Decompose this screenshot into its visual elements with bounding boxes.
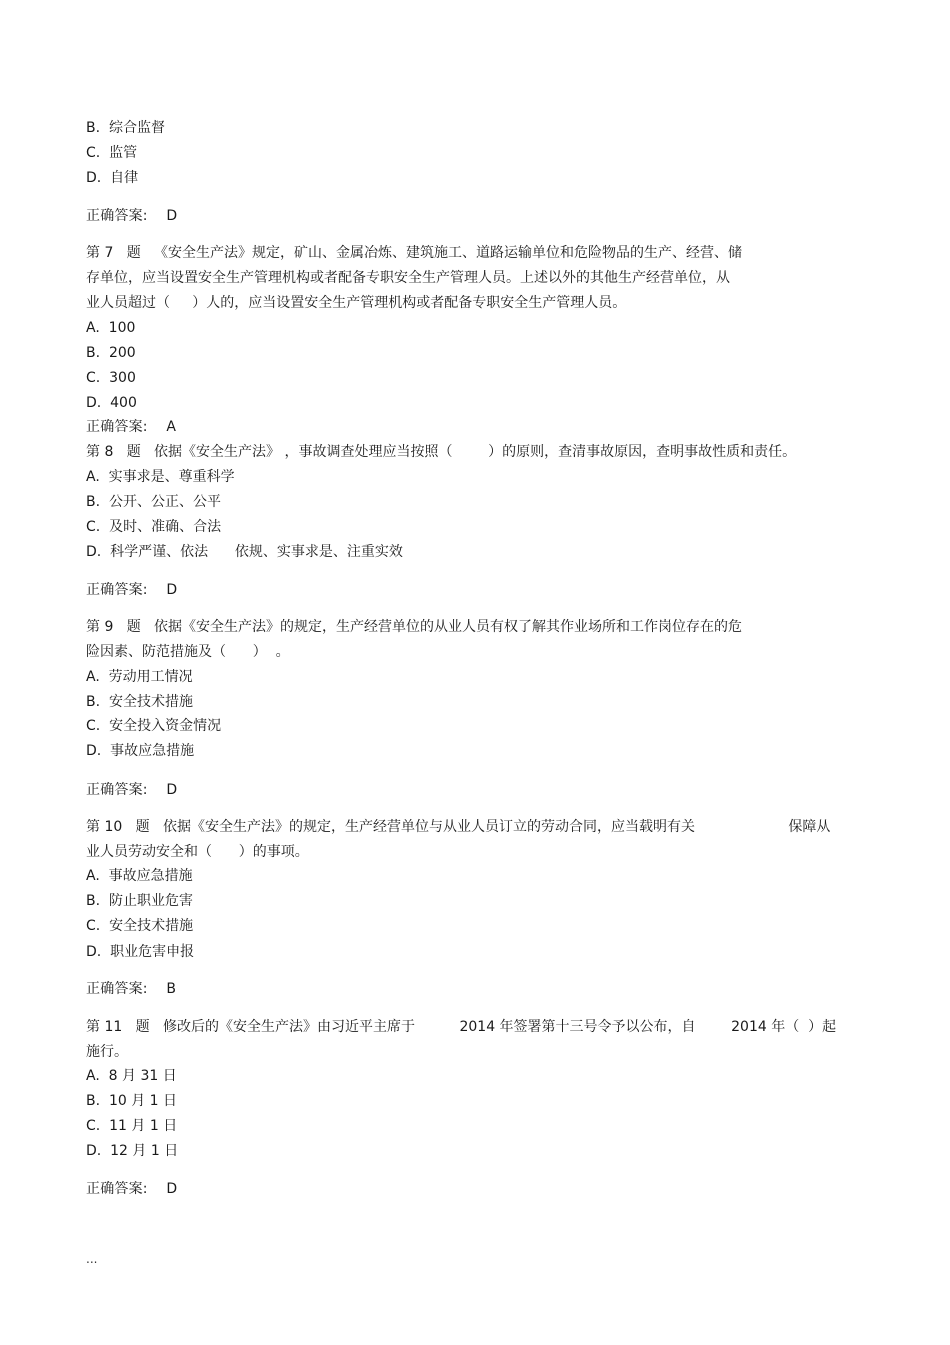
q10-text-line-1: 第 10 题 依据《安全生产法》的规定，生产经营单位与从业人员订立的劳动合同，应当载明有关 保障从 bbox=[86, 819, 831, 835]
q11-option-d: D. 12 月 1 日 bbox=[86, 1143, 179, 1159]
q7-option-b: B. 200 bbox=[86, 345, 136, 361]
q8-text-line-1: 第 8 题 依据《安全生产法》 ，事故调查处理应当按照（ ）的原则，查清事故原因，查明事故性质和责任。 bbox=[86, 444, 797, 460]
q6-answer: 正确答案: D bbox=[86, 208, 178, 224]
q8-option-d: D. 科学严谨、依法 依规、实事求是、注重实效 bbox=[86, 544, 403, 560]
q8-option-a: A. 实事求是、尊重科学 bbox=[86, 469, 235, 485]
q7-option-a: A. 100 bbox=[86, 320, 136, 336]
q10-option-a: A. 事故应急措施 bbox=[86, 868, 193, 884]
q10-option-c: C. 安全技术措施 bbox=[86, 918, 194, 934]
q7-answer: 正确答案: A bbox=[86, 419, 177, 435]
q6-option-d: D. 自律 bbox=[86, 170, 139, 186]
q6-option-c: C. 监管 bbox=[86, 145, 138, 161]
q10-answer: 正确答案: B bbox=[86, 981, 177, 997]
q11-text-line-1: 第 11 题 修改后的《安全生产法》由习近平主席于 2014 年签署第十三号令予以公布，自 2014 年（ ）起 bbox=[86, 1019, 837, 1035]
q7-option-d: D. 400 bbox=[86, 395, 137, 411]
q8-option-b: B. 公开、公正、公平 bbox=[86, 494, 221, 510]
q9-option-b: B. 安全技术措施 bbox=[86, 694, 193, 710]
q10-text-line-2: 业人员劳动安全和（ ）的事项。 bbox=[86, 844, 309, 860]
q10-option-b: B. 防止职业危害 bbox=[86, 893, 193, 909]
q9-option-d: D. 事故应急措施 bbox=[86, 743, 195, 759]
q9-answer: 正确答案: D bbox=[86, 782, 178, 798]
q9-option-c: C. 安全投入资金情况 bbox=[86, 718, 222, 734]
q7-text-line-3: 业人员超过（ ）人的，应当设置安全生产管理机构或者配备专职安全生产管理人员。 bbox=[86, 295, 627, 311]
q7-text-line-1: 第 7 题 《安全生产法》规定，矿山、金属冶炼、建筑施工、道路运输单位和危险物品的生产、经营、储 bbox=[86, 245, 743, 261]
q11-option-a: A. 8 月 31 日 bbox=[86, 1068, 177, 1084]
q7-option-c: C. 300 bbox=[86, 370, 136, 386]
q6-option-b: B. 综合监督 bbox=[86, 120, 165, 136]
q9-text-line-1: 第 9 题 依据《安全生产法》的规定，生产经营单位的从业人员有权了解其作业场所和工作岗位存在的危 bbox=[86, 619, 743, 635]
q10-option-d: D. 职业危害申报 bbox=[86, 944, 195, 960]
q11-option-c: C. 11 月 1 日 bbox=[86, 1118, 178, 1134]
page-footer-ellipsis: ... bbox=[86, 1252, 98, 1266]
q7-text-line-2: 存单位，应当设置安全生产管理机构或者配备专职安全生产管理人员。上述以外的其他生产经营单位，从 bbox=[86, 270, 730, 286]
q8-answer: 正确答案: D bbox=[86, 582, 178, 598]
q11-option-b: B. 10 月 1 日 bbox=[86, 1093, 178, 1109]
q8-option-c: C. 及时、准确、合法 bbox=[86, 519, 222, 535]
q11-text-line-2: 施行。 bbox=[86, 1044, 128, 1060]
q9-option-a: A. 劳动用工情况 bbox=[86, 669, 193, 685]
q9-text-line-2: 险因素、防范措施及（ ） 。 bbox=[86, 644, 290, 660]
q11-answer: 正确答案: D bbox=[86, 1181, 178, 1197]
